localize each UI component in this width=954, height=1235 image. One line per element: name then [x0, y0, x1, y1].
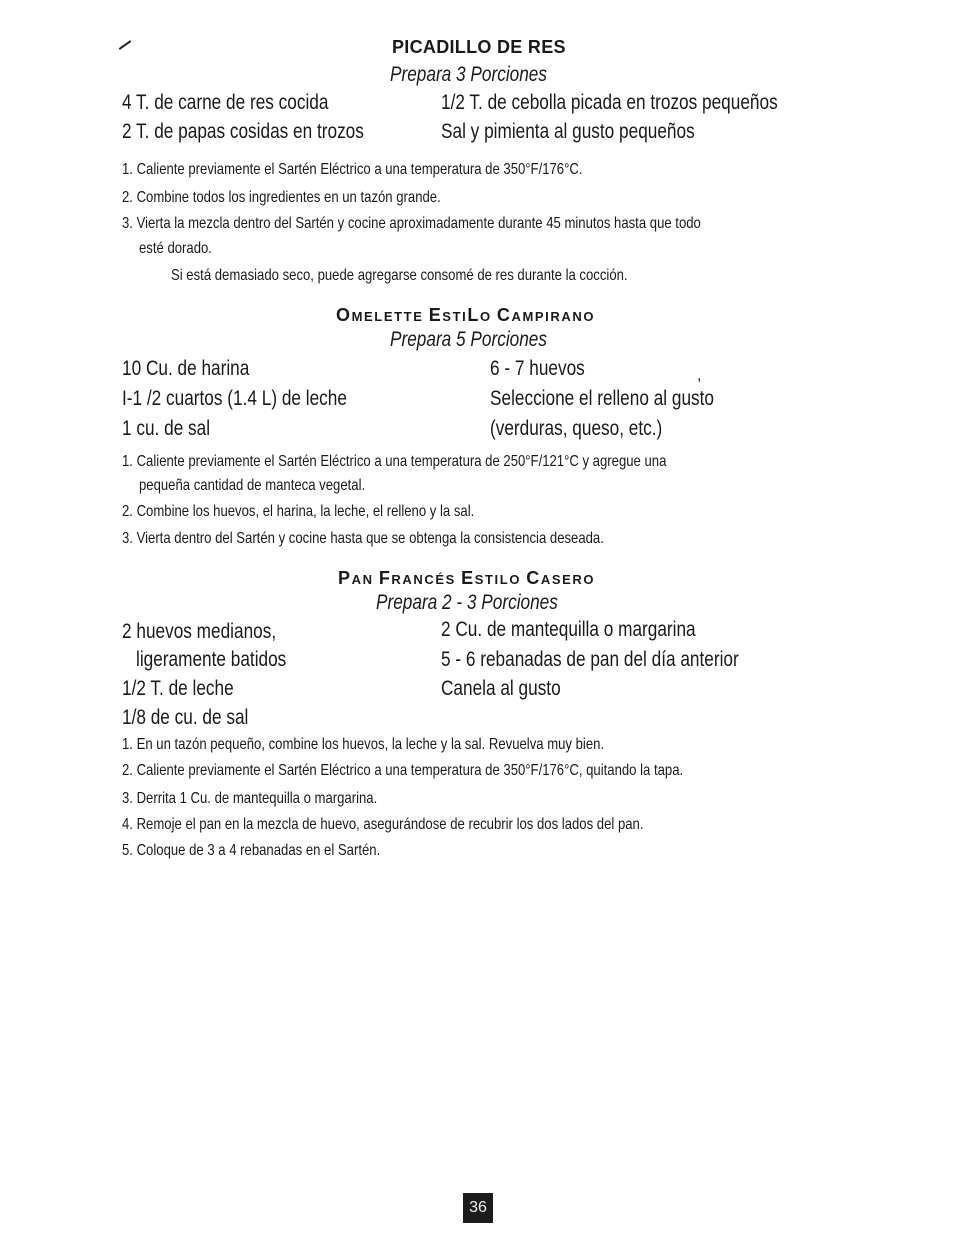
recipe-1-ingredient: 2 T. de papas cosidas en trozos — [122, 120, 364, 143]
recipe-3-step: 5. Coloque de 3 a 4 rebanadas en el Sartén. — [122, 842, 381, 859]
recipe-3-ingredient: 2 huevos medianos, — [122, 620, 277, 643]
recipe-3-serves: Prepara 2 - 3 Porciones — [376, 591, 558, 614]
recipe-1-note: Si está demasiado seco, puede agregarse consomé de res durante la cocción. — [171, 267, 628, 284]
recipe-3-step: 4. Remoje el pan en la mezcla de huevo, asegurándose de recubrir los dos lados del pan. — [122, 816, 644, 833]
recipe-2-ingredient: (verduras, queso, etc.) — [490, 417, 663, 440]
recipe-2-step: 1. Caliente previamente el Sartén Eléctrico a una temperatura de 250°F/121°C y agregue una — [122, 453, 667, 470]
recipe-1-ingredient: 4 T. de carne de res cocida — [122, 91, 329, 114]
recipe-2-ingredient: 1 cu. de sal — [122, 417, 211, 440]
recipe-3-ingredient: Canela al gusto — [441, 677, 561, 700]
recipe-3-ingredient: 5 - 6 rebanadas de pan del día anterior — [441, 648, 739, 671]
recipe-1-step: 1. Caliente previamente el Sartén Eléctrico a una temperatura de 350°F/176°C. — [122, 161, 583, 178]
recipe-3-step: 3. Derrita 1 Cu. de mantequilla o margarina. — [122, 790, 378, 807]
recipe-3-ingredient: 1/8 de cu. de sal — [122, 706, 249, 729]
recipe-2-step: 3. Vierta dentro del Sartén y cocine hasta que se obtenga la consistencia deseada. — [122, 530, 604, 547]
recipe-1-step: esté dorado. — [139, 240, 212, 257]
recipe-3-title: PAN FRANCÉS ESTILO CASERO — [338, 568, 596, 588]
recipe-2-step: 2. Combine los huevos, el harina, la leche, el relleno y la sal. — [122, 503, 475, 520]
recipe-2-ingredient: I-1 /2 cuartos (1.4 L) de leche — [122, 387, 347, 410]
recipe-3-ingredient: 1/2 T. de leche — [122, 677, 234, 700]
stray-mark — [119, 40, 132, 50]
page-number: 36 — [463, 1193, 493, 1223]
recipe-2-title: OMELETTE ESTILO CAMPIRANO — [336, 305, 596, 325]
recipe-1-serves: Prepara 3 Porciones — [390, 63, 547, 86]
recipe-2-serves: Prepara 5 Porciones — [390, 328, 547, 351]
recipe-2-step: pequeña cantidad de manteca vegetal. — [139, 477, 366, 494]
recipe-2-ingredient: 10 Cu. de harina — [122, 357, 250, 380]
recipe-3-step: 2. Caliente previamente el Sartén Eléctrico a una temperatura de 350°F/176°C, quitando la tapa. — [122, 762, 684, 779]
stray-comma: , — [697, 367, 702, 384]
recipe-1-step: 3. Vierta la mezcla dentro del Sartén y cocine aproximadamente durante 45 minutos hasta que todo — [122, 215, 701, 232]
recipe-1-step: 2. Combine todos los ingredientes en un tazón grande. — [122, 189, 441, 206]
recipe-3-ingredient: 2 Cu. de mantequilla o margarina — [441, 618, 696, 641]
recipe-3-ingredient: ligeramente batidos — [136, 648, 287, 671]
recipe-2-ingredient: Seleccione el relleno al gusto — [490, 387, 715, 410]
recipe-1-title: PICADILLO DE RES — [392, 37, 566, 57]
recipe-3-step: 1. En un tazón pequeño, combine los huevos, la leche y la sal. Revuelva muy bien. — [122, 736, 605, 753]
recipe-1-ingredient: 1/2 T. de cebolla picada en trozos pequeños — [441, 91, 778, 114]
recipe-1-ingredient: Sal y pimienta al gusto pequeños — [441, 120, 695, 143]
recipe-2-ingredient: 6 - 7 huevos — [490, 357, 585, 380]
